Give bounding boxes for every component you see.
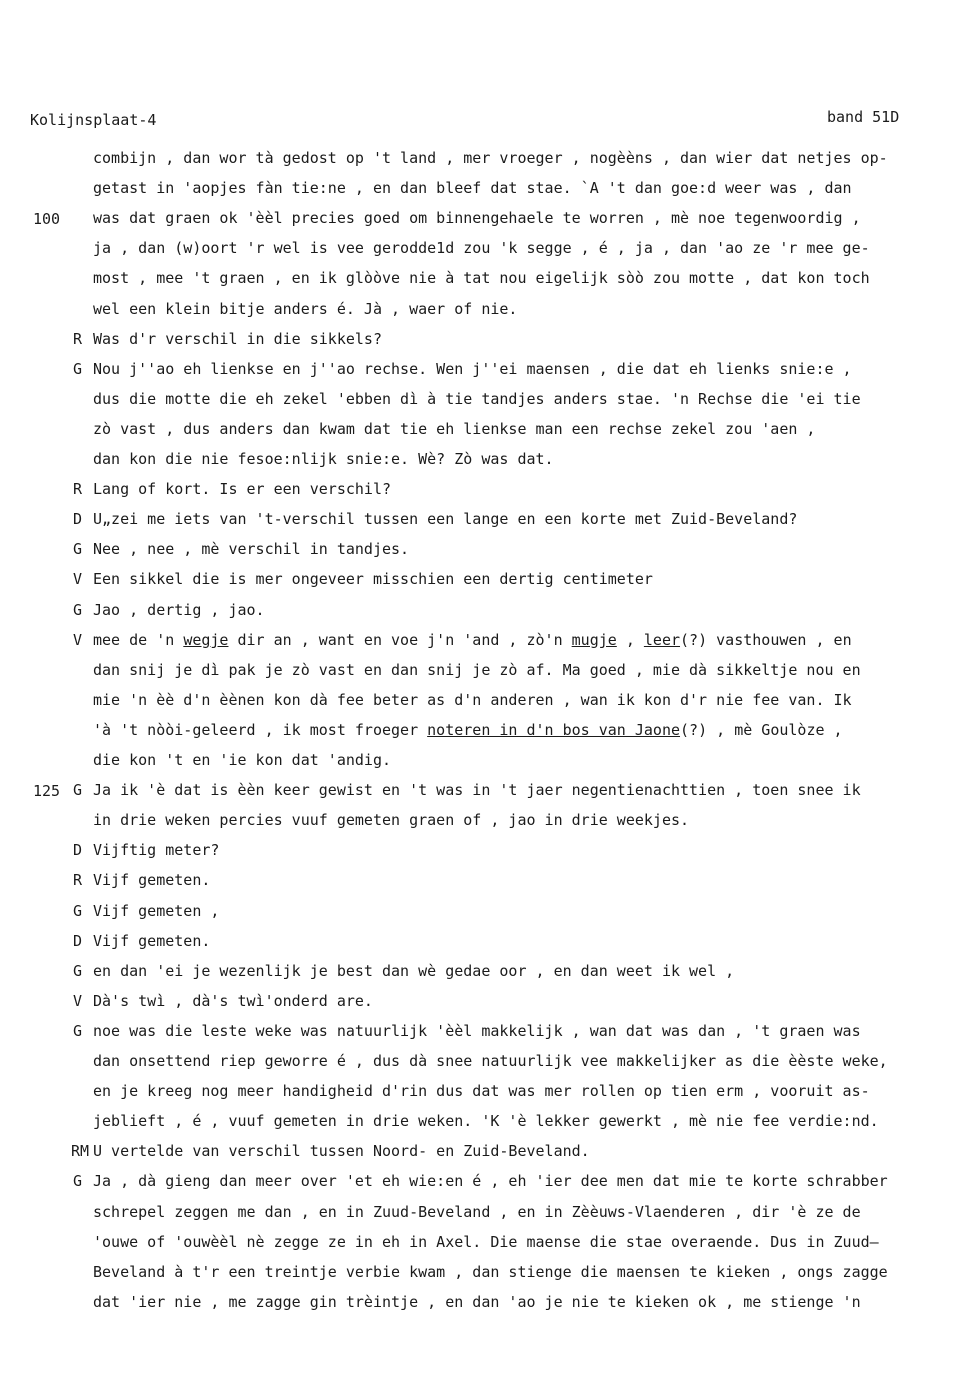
transcript-line: in drie weken percies vuuf gemeten graen of , jao in drie weekjes. (93, 811, 690, 829)
speaker-label: V (73, 992, 83, 1010)
transcript-line: Beveland à t'r een treintje verbie kwam , dan stienge die maensen te kieken , ongs zagge (93, 1263, 888, 1281)
transcript-line: Dà's twì , dà's twì'onderd are. (93, 992, 373, 1010)
transcript-line: most , mee 't graen , en ik glòòve nie à tat nou eigelijk sòò zou motte , dat kon toch (93, 269, 870, 287)
transcript-line: dat 'ier nie , me zagge gin trèintje , en dan 'ao je nie te kieken ok , me stienge 'n (93, 1293, 861, 1311)
transcript-line: Ja ik 'è dat is èèn keer gewist en 't was in 't jaer negentienachttien , toen snee ik (93, 781, 861, 799)
transcript-line: die kon 't en 'ie kon dat 'andig. (93, 751, 392, 769)
speaker-label: V (73, 631, 83, 649)
speaker-label: G (73, 902, 83, 920)
speaker-label: G (73, 1022, 83, 1040)
transcript-line: en dan 'ei je wezenlijk je best dan wè gedae oor , en dan weet ik wel , (93, 962, 735, 980)
speaker-label: R (73, 871, 83, 889)
transcript-line: Een sikkel die is mer ongeveer misschien een dertig centimeter (93, 570, 653, 588)
transcript-line: 'ouwe of 'ouwèèl nè zegge ze in eh in Axel. Die maense die stae overaende. Dus in Zuud— (93, 1233, 879, 1251)
transcript-line: noe was die leste weke was natuurlijk 'èèl makkelijk , wan dat was dan , 't graen was (93, 1022, 861, 1040)
transcript-line: U„zei me iets van 't-verschil tussen een lange en een korte met Zuid-Beveland? (93, 510, 798, 528)
transcript-line: Ja , dà gieng dan meer over 'et eh wie:en é , eh 'ier dee men dat mie te korte schrabber (93, 1172, 888, 1190)
transcript-line: Vijf gemeten , (93, 902, 220, 920)
transcript-line: wel een klein bitje anders é. Jà , waer of nie. (93, 300, 518, 318)
transcript-line: combijn , dan wor tà gedost op 't land , mer vroeger , nogèèns , dan wier dat netjes op- (93, 149, 888, 167)
speaker-label: G (73, 781, 83, 799)
transcript-line: 'à 't nòòi-geleerd , ik most froeger noteren in d'n bos van Jaone(?) , mè Goulòze , (93, 721, 843, 739)
transcript-line: Vijftig meter? (93, 841, 220, 859)
speaker-label: V (73, 570, 83, 588)
speaker-label: G (73, 1172, 83, 1190)
transcript-line: zò vast , dus anders dan kwam dat tie eh lienkse man een rechse zekel zou 'aen , (93, 420, 816, 438)
transcript-line: dus die motte die eh zekel 'ebben dì à tie tandjes anders stae. 'n Rechse die 'ei tie (93, 390, 861, 408)
transcript-line: ja , dan (w)oort 'r wel is vee gerodde1d zou 'k segge , é , ja , dan 'ao ze 'r mee ge- (93, 239, 870, 257)
speaker-label: R (73, 480, 83, 498)
transcript-line: Nou j''ao eh lienkse en j''ao rechse. Wen j''ei maensen , die dat eh lienks snie:e , (93, 360, 852, 378)
speaker-label: RM (71, 1142, 90, 1160)
speaker-label: G (73, 962, 83, 980)
transcript-line: mee de 'n wegje dir an , want en voe j'n 'and , zò'n mugje , leer(?) vasthouwen , en (93, 631, 852, 649)
transcript-line: dan kon die nie fesoe:nlijk snie:e. Wè? Zò was dat. (93, 450, 554, 468)
transcript-line: en je kreeg nog meer handigheid d'rin dus dat was mer rollen op tien erm , vooruit as- (93, 1082, 870, 1100)
speaker-label: D (73, 510, 83, 528)
transcript-line: was dat graen ok 'èèl precies goed om binnengehaele te worren , mè noe tegenwoordig , (93, 209, 861, 227)
line-number-100: 100 (33, 210, 61, 228)
transcript-line: dan snij je dì pak je zò vast en dan snij je zò af. Ma goed , mie dà sikkeltje nou en (93, 661, 861, 679)
transcript-line: jeblieft , é , vuuf gemeten in drie weken. 'K 'è lekker gewerkt , mè nie fee verdie:nd. (93, 1112, 879, 1130)
header-right: band 51D (827, 108, 900, 126)
speaker-label: G (73, 540, 83, 558)
speaker-label: D (73, 841, 83, 859)
transcript-line: Lang of kort. Is er een verschil? (93, 480, 392, 498)
speaker-label: D (73, 932, 83, 950)
transcript-line: Was d'r verschil in die sikkels? (93, 330, 382, 348)
transcript-line: U vertelde van verschil tussen Noord- en Zuid-Beveland. (93, 1142, 590, 1160)
transcript-line: getast in 'aopjes fàn tie:ne , en dan bleef dat stae. `A 't dan goe:d weer was , dan (93, 179, 852, 197)
transcript-line: mie 'n èè d'n èènen kon dà fee beter as d'n anderen , wan ik kon d'r nie fee van. Ik (93, 691, 852, 709)
transcript-line: Vijf gemeten. (93, 932, 211, 950)
transcript-line: Vijf gemeten. (93, 871, 211, 889)
header-left: Kolijnsplaat-4 (30, 111, 157, 129)
line-number-125: 125 (33, 782, 61, 800)
speaker-label: G (73, 360, 83, 378)
transcript-line: Jao , dertig , jao. (93, 601, 265, 619)
transcript-line: schrepel zeggen me dan , en in Zuud-Beveland , en in Zèèuws-Vlaenderen , dir 'è ze de (93, 1203, 861, 1221)
speaker-label: G (73, 601, 83, 619)
speaker-label: R (73, 330, 83, 348)
transcript-line: dan onsettend riep geworre é , dus dà snee natuurlijk vee makkelijker as die èèste weke, (93, 1052, 888, 1070)
transcript-line: Nee , nee , mè verschil in tandjes. (93, 540, 410, 558)
